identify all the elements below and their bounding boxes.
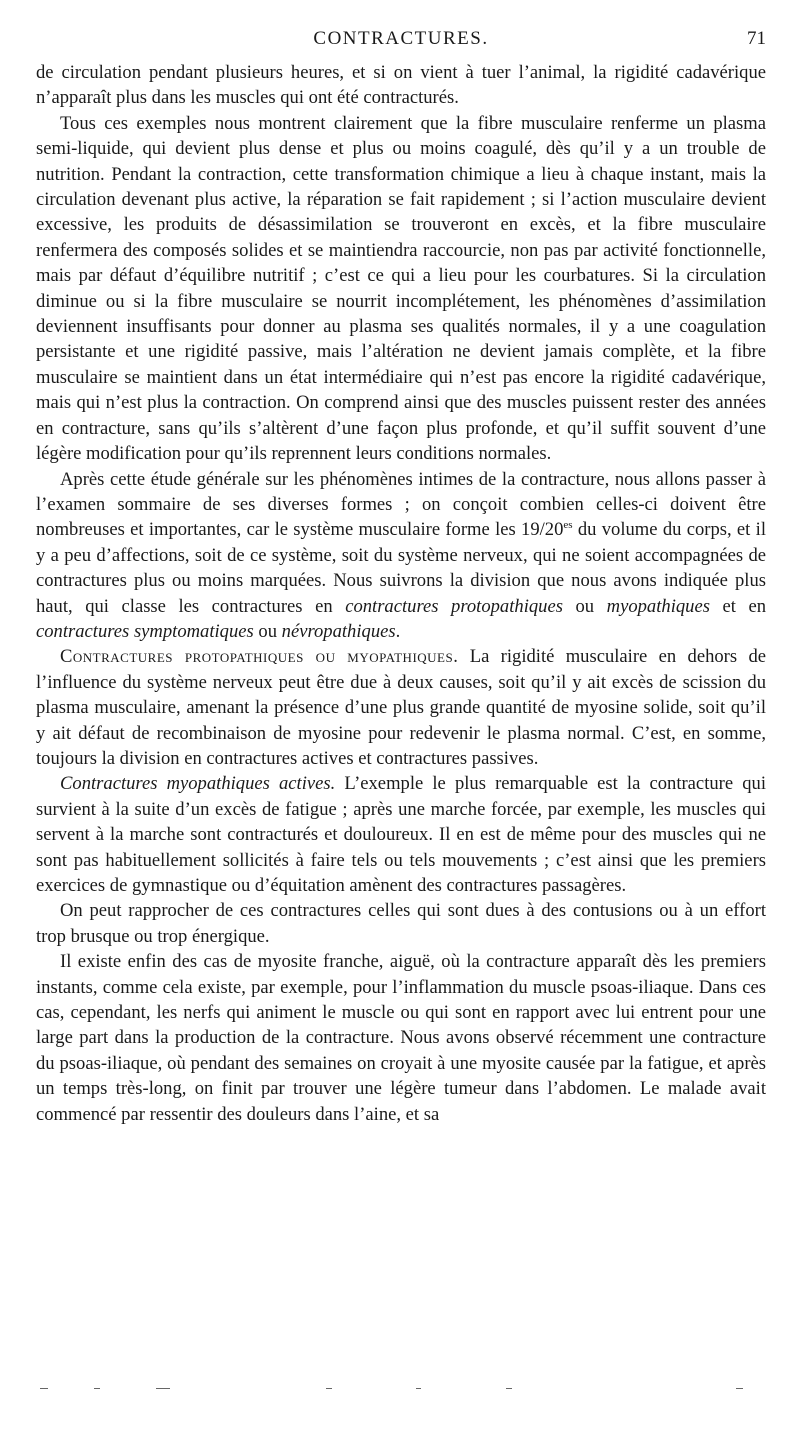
print-mark: [94, 1388, 100, 1389]
paragraph-2: Tous ces exemples nous montrent clairement que la fibre musculaire renferme un plasma semi-liquide, qui devient plus dense et plus ou moins coagulé, dès qu’il y a un trouble de nutrition. Pendant la contraction, cette transformation chimique a lieu à chaque instant, mais la circulation devenant plus active, la réparation se fait rapidement ; si l’action musculaire devient excessive, les produits de désassimilation se trouveront en excès, et la fibre musculaire renfermera des composés solides et se maintiendra raccourcie, non pas par activité fonctionnelle, mais par défaut d’équilibre nutritif ; c’est ce qui a lieu pour les courbatures. Si la circulation diminue ou si la fibre musculaire se nourrit incomplétement, les phénomènes d’assimilation deviennent insuffisants pour donner au plasma ses qualités normales, il y a une coagulation persistante et une rigidité passive, mais l’altération ne devient jamais complète, et la fibre musculaire se maintient dans un état intermédiaire qui n’est pas encore la rigidité cadavérique, mais qui n’est plus la contraction. On comprend ainsi que des muscles puissent rester des années en contracture, sans qu’ils s’altèrent d’une façon plus profonde, et qu’il suffit souvent d’une légère modification pour qu’ils reprennent leurs conditions normales.: [36, 112, 766, 465]
paragraph-5: [36, 771, 766, 898]
page-header: [36, 22, 766, 52]
term-nevropathiques: névropathiques: [281, 620, 396, 642]
print-mark: [416, 1388, 421, 1389]
bottom-print-marks: [36, 1388, 766, 1396]
superscript-es: es: [563, 519, 573, 532]
running-title: CONTRACTURES.: [313, 28, 489, 49]
term-symptomatiques: contractures symptomatiques: [36, 620, 254, 642]
paragraph-4: [36, 644, 766, 771]
paragraph-1: de circulation pendant plusieurs heures, et si on vient à tuer l’animal, la rigidité cadavérique n’apparaît plus dans les muscles qui ont été contracturés.: [36, 62, 766, 109]
print-mark: [156, 1388, 170, 1389]
print-mark: [326, 1388, 332, 1389]
term-myopathiques: myopathiques: [606, 595, 710, 617]
term-protopathiques: contractures protopathiques: [345, 595, 563, 617]
section-heading-actives: Contractures myopathiques actives.: [60, 773, 336, 795]
page-number: 71: [747, 28, 766, 49]
section-heading-protopathiques: Contractures protopathiques ou myopathiques.: [60, 646, 459, 668]
paragraph-6: On peut rapprocher de ces contractures celles qui sont dues à des contusions ou à un effort trop brusque ou trop énergique.: [36, 900, 766, 947]
paragraph-3-text-f: .: [395, 620, 401, 642]
print-mark: [40, 1388, 48, 1389]
paragraph-3-text-a: Après cette étude générale sur les phénomènes intimes de la contracture, nous allons passer à l’examen sommaire de ses diverses formes ; on conçoit combien celles-ci doivent être nombreuses et importantes, car le système musculaire forme les 19/20: [36, 468, 766, 541]
paragraph-7: Il existe enfin des cas de myosite franche, aiguë, où la contracture apparaît dès les premiers instants, comme cela existe, par exemple, pour l’inflammation du muscle psoas-iliaque. Dans ces cas, cependant, les nerfs qui animent le muscle ou qui sont en rapport avec lui entrent pour une large part dans la production de la contracture. Nous avons observé récemment une contracture du psoas-iliaque, où pendant des semaines on croyait à une myosite causée par la fatigue, et après un temps très-long, on finit par trouver une légère tumeur dans l’abdomen. Le malade avait commencé par ressentir des douleurs dans l’aine, et sa: [36, 951, 766, 1125]
paragraph-3-text-d: et en: [709, 595, 767, 617]
paragraph-5-body: L’exemple le plus remarquable est la contracture qui survient à la suite d’un excès de fatigue ; après une marche forcée, par exemple, les muscles qui servent à la marche sont contracturés et douloureux. Il en est de même pour des muscles qui ne sont pas habituellement sollicités à faire tels ou tels mouvements ; c’est ainsi que les premiers exercices de gymnastique ou d’équitation amènent des contractures passagères.: [36, 773, 766, 896]
paragraph-3-text-b: du volume du corps, et il y a peu d’affections, soit de ce système, soit du système nerveux, qui ne soient accompagnées de contractures plus ou moins marquées. Nous suivrons la division que nous avons indiquée plus haut, qui classe les contractures en: [36, 519, 766, 617]
print-mark: [506, 1388, 512, 1389]
paragraph-4-body: La rigidité musculaire en dehors de l’influence du système nerveux peut être due à deux causes, soit qu’il y ait excès de scission du plasma musculaire, amenant la présence d’une plus grande quantité de myosine solide, soit qu’il y ait défaut de recombinaison de myosine pour redevenir le plasma normal. C’est, en somme, toujours la division en contractures actives et contractures passives.: [36, 646, 766, 769]
print-mark: [736, 1388, 743, 1389]
paragraph-3-text-c: ou: [562, 595, 607, 617]
paragraph-3: [36, 467, 766, 645]
paragraph-3-text-e: ou: [253, 620, 282, 642]
body-text: [36, 60, 766, 1127]
